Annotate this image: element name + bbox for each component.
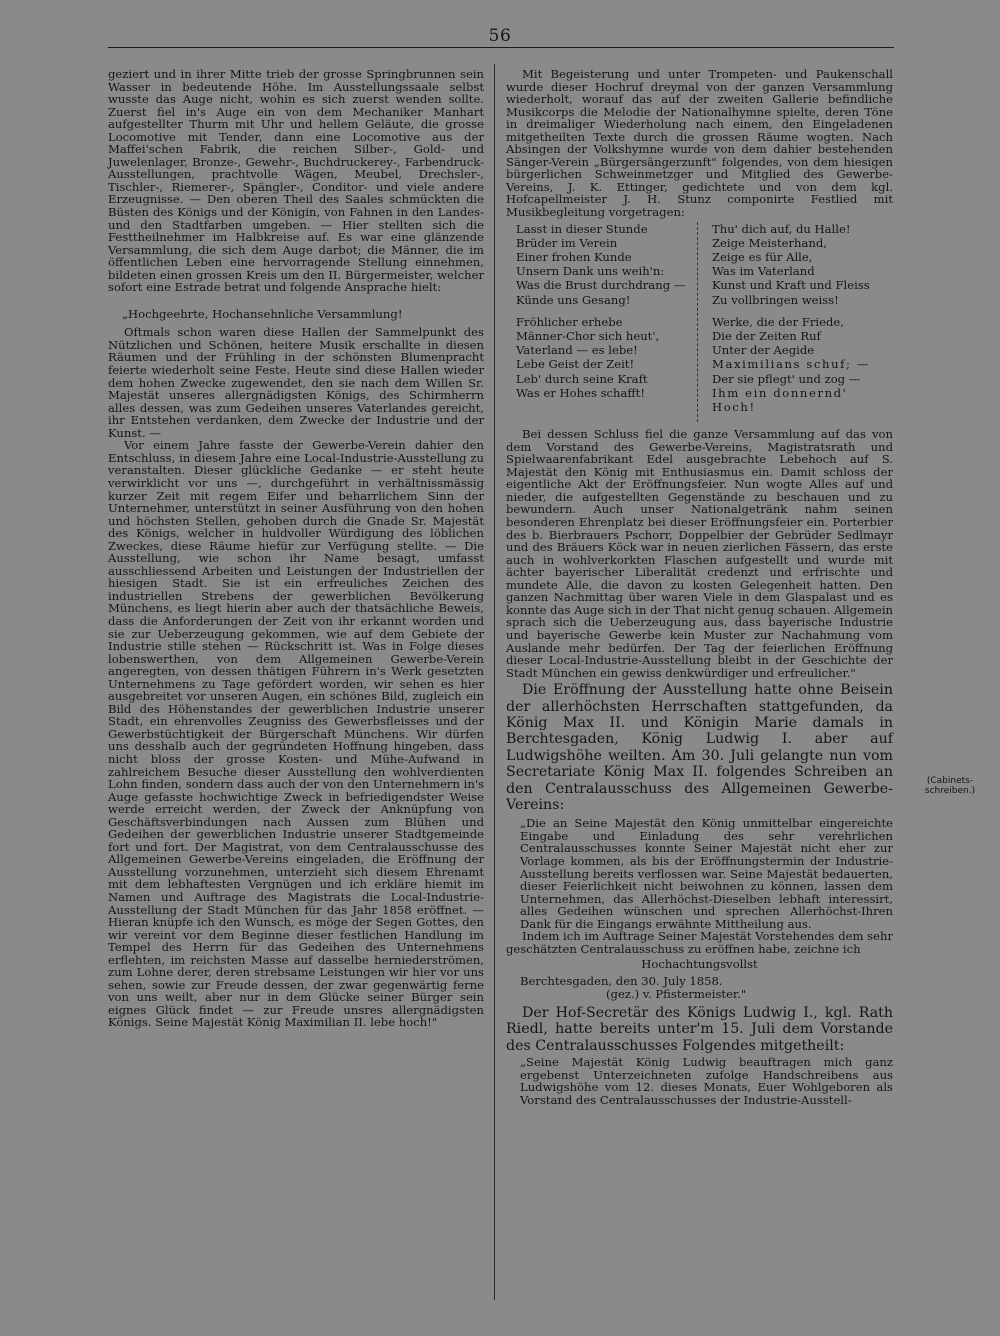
speech-paragraph-1: Oftmals schon waren diese Hallen der Sammelpunkt des Nützlichen und Schönen, heitere Musik erschallte in diesen Räumen und der Frühling in der schönsten Blumenpracht feierte wiederholt seine Feste. Heute sind diese Hallen wieder dem hohen Zwecke zugewendet, den sie nach dem Willen Sr. Majestät unseres allergnädigsten Königs, des Schirmherrn alles dessen, was zum Gedeihen unseres Vaterlandes gereicht, ihr Entstehen verdanken, dem Zwecke der Industrie und der Kunst. — (108, 325, 484, 440)
letter-closing: Hochachtungsvollst (641, 957, 758, 972)
cabinet-letter: „Die an Seine Majestät den König unmittelbar eingereichte Eingabe und Einladung des sehr verehrlichen Centralausschusses konnte Seiner Majestät nicht eher zur Vorlage kommen, als bis der Eröffnungstermin der Industrie-Ausstellung bereits verflossen war. Seine Majestät bedauerten, dieser Feierlichkeit nicht beiwohnen zu können, lassen dem Unternehmen, das Allerhöchst-Dieselben lebhaft interessirt, alles Gedeihen wünschen und sprechen Allerhöchst-Ihren Dank für die Eingangs erwähnte Mittheilung aus. (520, 816, 893, 931)
poem-line: Künde uns Gesang! (516, 292, 631, 307)
poem-right-column (697, 222, 893, 423)
poem-line: Lasst in dieser Stunde (516, 221, 648, 236)
festlied-poem (506, 222, 893, 423)
poem-line: Was die Brust durchdrang — (516, 278, 686, 293)
poem-line: Lebe Geist der Zeit! (516, 357, 635, 372)
poem-line: Thu' dich auf, du Halle! (712, 221, 851, 236)
poem-line: Die der Zeiten Ruf (712, 328, 821, 343)
column-divider (494, 64, 495, 1300)
page-number: 56 (488, 26, 512, 46)
poem-left-column (506, 222, 697, 423)
header-rule (108, 47, 894, 48)
poem-line: Unsern Dank uns weih'n: (516, 264, 665, 279)
poem-line: Maximilians schuf; — (712, 357, 871, 372)
opening-section-paragraph: Die Eröffnung der Ausstellung hatte ohne Beisein der allerhöchsten Herrschaften stattgefunden, da König Max II. und Königin Marie damals in Berchtesgaden, König Ludwig I. aber auf Ludwigshöhe weilten. Am 30. Juli gelangte nun vom Secretariate König Max II. folgendes Schreiben an den Centralausschuss des Allgemeinen Gewerbe-Vereins: (506, 682, 893, 813)
poem-stanza (516, 222, 697, 307)
ludwig-letter: „Seine Majestät König Ludwig beauftragen mich ganz ergebenst Unterzeichneten zufolge Handschreibens aus Ludwigshöhe vom 12. dieses Monats, Euer Wohlgeboren als Vorstand des Centralausschusses der Industrie-Ausstell- (520, 1055, 893, 1107)
poem-line: Was im Vaterland (712, 264, 815, 279)
poem-line: Leb' durch seine Kraft (516, 371, 648, 386)
secretary-section-paragraph: Der Hof-Secretär des Königs Ludwig I., kgl. Rath Riedl, hatte bereits unter'm 15. Juli dem Vorstande des Centralausschusses Folgendes mitgetheilt: (506, 1005, 893, 1054)
speech-salutation: „Hochgeehrte, Hochansehnliche Versammlung! (122, 306, 403, 321)
letter-signature: (gez.) v. Pfistermeister." (606, 986, 747, 1001)
poem-line: Der sie pflegt' und zog — (712, 371, 861, 386)
margin-note: (Cabinets-schreiben.) (924, 776, 976, 796)
poem-stanza (712, 222, 893, 307)
poem-line: Fröhlicher erhebe (516, 314, 623, 329)
poem-line: Männer-Chor sich heut', (516, 328, 660, 343)
left-intro-paragraph: geziert und in ihrer Mitte trieb der grosse Springbrunnen sein Wasser in bedeutende Höhe. Im Ausstellungssaale selbst wusste das Auge nicht, wohin es sich zuerst wenden sollte. Zuerst fiel in's Auge ein von dem Mechaniker Manhart aufgestellter Thurm mit Uhr und hellem Geläute, die grosse Locomotive mit Tender, dann eine Locomotive aus der Maffei'schen Fabrik, die reichen Silber-, Gold- und Juwelenlager, Bronze-, Gewehr-, Buchdruckerey-, Farbendruck-Ausstellungen, prachtvolle Wägen, Meubel, Drechsler-, Tischler-, Riemerer-, Spängler-, Conditor- und viele andere Erzeugnisse. — Den oberen Theil des Saales schmückten die Büsten des Königs und der Königin, von Fahnen in den Landes- und den Stadtfarben umgeben. — Hier stellten sich die Festtheilnehmer im Halbkreise auf. Es war eine glänzende Versammlung, die sich dem Auge darbot; die Männer, die im öffentlichen Leben eine hervorragende Stellung einnehmen, bildeten einen grossen Kreis um den II. Bürgermeister, welcher sofort eine Estrade betrat und folgende Ansprache hielt: (108, 67, 484, 295)
poem-stanza (712, 315, 893, 414)
poem-line: Kunst und Kraft und Fleiss (712, 278, 870, 293)
cabinet-letter-continuation: Indem ich im Auftrage Seiner Majestät Vorstehendes dem sehr geschätzten Centralausschuss zu eröffnen habe, zeichne ich (506, 929, 893, 956)
poem-line: Zu vollbringen weiss! (712, 292, 839, 307)
poem-line: Unter der Aegide (712, 343, 815, 358)
poem-line: Vaterland — es lebe! (516, 343, 638, 358)
poem-line: Brüder im Verein (516, 235, 618, 250)
poem-line: Werke, die der Friede, (712, 314, 844, 329)
left-column (108, 68, 484, 1029)
poem-stanza (516, 315, 697, 400)
speech-paragraph-2: Vor einem Jahre fasste der Gewerbe-Verein dahier den Entschluss, in diesem Jahre eine Local-Industrie-Ausstellung zu veranstalten. Dieser glückliche Gedanke — er steht heute verwirklicht vor uns —, durchgeführt in verhältnissmässig kurzer Zeit mit regem Eifer und beharrlichem Sinn der Unternehmer, unterstützt in seiner Ausführung von den hohen und höchsten Stellen, gehoben durch die Gnade Sr. Majestät des Königs, welcher in huldvoller Würdigung des löblichen Zweckes, diese Räume hiefür zur Verfügung stellte. — Die Ausstellung, wie schon ihr Name besagt, umfasst ausschliessend Arbeiten und Leistungen der Industriellen der hiesigen Stadt. Sie ist ein erfreuliches Zeichen des industriellen Strebens der gewerblichen Bevölkerung Münchens, es liegt hierin aber auch der thatsächliche Beweis, dass die Anforderungen der Zeit von ihr erkannt worden und sie zur Ueberzeugung gekommen, wie auf dem Gebiete der Industrie stille stehen — Rückschritt ist. Was in Folge dieses lobenswerthen, von dem Allgemeinen Gewerbe-Verein angeregten, von dessen thätigen Führern in's Werk gesetzten Unternehmens zu Tage gefördert worden, wir sehen es hier ausgebreitet vor unseren Augen, ein schönes Bild, zugleich ein Bild des Höhenstandes der gewerblichen Industrie unserer Stadt, ein ehrenvolles Zeugniss des Gewerbsfleisses und der Gewerbstüchtigkeit der Bürgerschaft Münchens. Wir dürfen uns desshalb auch der gegründeten Hoffnung hingeben, dass nicht bloss der grosse Kosten- und Mühe-Aufwand in zahlreichem Besuche dieser Ausstellung den wohlverdienten Lohn finden, sondern dass auch der von den Unternehmern in's Auge gefasste hochwichtige Zweck in befriedigendster Weise werde erreicht werden, der Zweck der Anknüpfung von Geschäftsverbindungen nach Aussen zum Blühen und Gedeihen der gewerblichen Industrie unserer Stadtgemeinde fort und fort. Der Magistrat, von dem Centralausschusse des Allgemeinen Gewerbe-Vereins eingeladen, die Eröffnung der Ausstellung vorzunehmen, unterzieht sich diesem Ehrenamt mit dem lebhaftesten Vergnügen und ich erkläre hiemit im Namen und Auftrage des Magistrats die Local-Industrie-Ausstellung der Stadt München für das Jahr 1858 eröffnet. — Hieran knüpfe ich den Wunsch, es möge der Segen Gottes, den wir vereint vor dem Beginne dieser festlichen Handlung im Tempel des Herrn für das Gedeihen des Unternehmens erflehten, im reichsten Masse auf dasselbe herniederströmen, zum Lohne derer, deren strebsame Leistungen wir hier vor uns sehen, sowie zur Freude dessen, der zwar gegenwärtig ferne von uns weilt, aber nur in dem Glücke seiner Bürger sein eignes Glück findet — zur Freude unsres allergnädigsten Königs. Seine Majestät König Maximilian II. lebe hoch!" (108, 438, 484, 1030)
poem-line: Zeige Meisterhand, (712, 235, 827, 250)
poem-line: Zeige es für Alle, (712, 249, 813, 264)
right-column (506, 68, 893, 1106)
right-intro-paragraph: Mit Begeisterung und unter Trompeten- und Paukenschall wurde dieser Hochruf dreymal von der ganzen Versammlung wiederholt, worauf das auf der zweiten Gallerie befindliche Musikcorps die Melodie der Nationalhymne spielte, deren Töne in dreimaliger Wiederholung nach einem, den Eingeladenen mitgetheilten Texte durch die grossen Räume wogten. Nach Absingen der Volkshymne wurde von dem dahier bestehenden Sänger-Verein „Bürgersängerzunft" folgendes, von dem hiesigen bürgerlichen Schweinmetzger und Mitglied des Gewerbe-Vereins, J. K. Ettinger, gedichtete und von dem kgl. Hofcapellmeister J. H. Stunz componirte Festlied mit Musikbegleitung vorgetragen: (506, 67, 893, 220)
poem-line: Was er Hohes schafft! (516, 385, 645, 400)
poem-line: Einer frohen Kunde (516, 249, 632, 264)
letter-date-line: Berchtesgaden, den 30. July 1858. (520, 973, 723, 988)
poem-line: Ihm ein donnernd' Hoch! (712, 385, 848, 414)
after-poem-paragraph: Bei dessen Schluss fiel die ganze Versammlung auf das von dem Vorstand des Gewerbe-Vereins, Magistratsrath und Spielwaarenfabrikant Edel ausgebrachte Lebehoch auf S. Majestät den König mit Enthusiasmus ein. Damit schloss der eigentliche Akt der Eröffnungsfeier. Nun wogte Alles auf und nieder, die aufgestellten Gegenstände zu beschauen und zu bewundern. Auch unser Nationalgetränk nahm seinen besonderen Ehrenplatz bei dieser Eröffnungsfeier ein. Porterbier des b. Bierbrauers Pschorr, Doppelbier der Gebrüder Sedlmayr und des Bräuers Köck war in neuen zierlichen Fässern, das erste auch in wohlverkorkten Flaschen aufgestellt und wurde mit ächter bayerischer Liberalität credenzt und erfrischte und mundete Alle, die davon zu kosten Gelegenheit hatten. Den ganzen Nachmittag über waren Viele in dem Glaspalast und es konnte das Auge sich in der That nicht genug schauen. Allgemein sprach sich die Ueberzeugung aus, dass bayerische Industrie und bayerische Gewerbe kein Muster zur Nachahmung vom Auslande mehr bedürfen. Der Tag der feierlichen Eröffnung dieser Local-Industrie-Ausstellung bleibt in der Geschichte der Stadt München ein gewiss denkwürdiger und erfreulicher." (506, 427, 893, 680)
